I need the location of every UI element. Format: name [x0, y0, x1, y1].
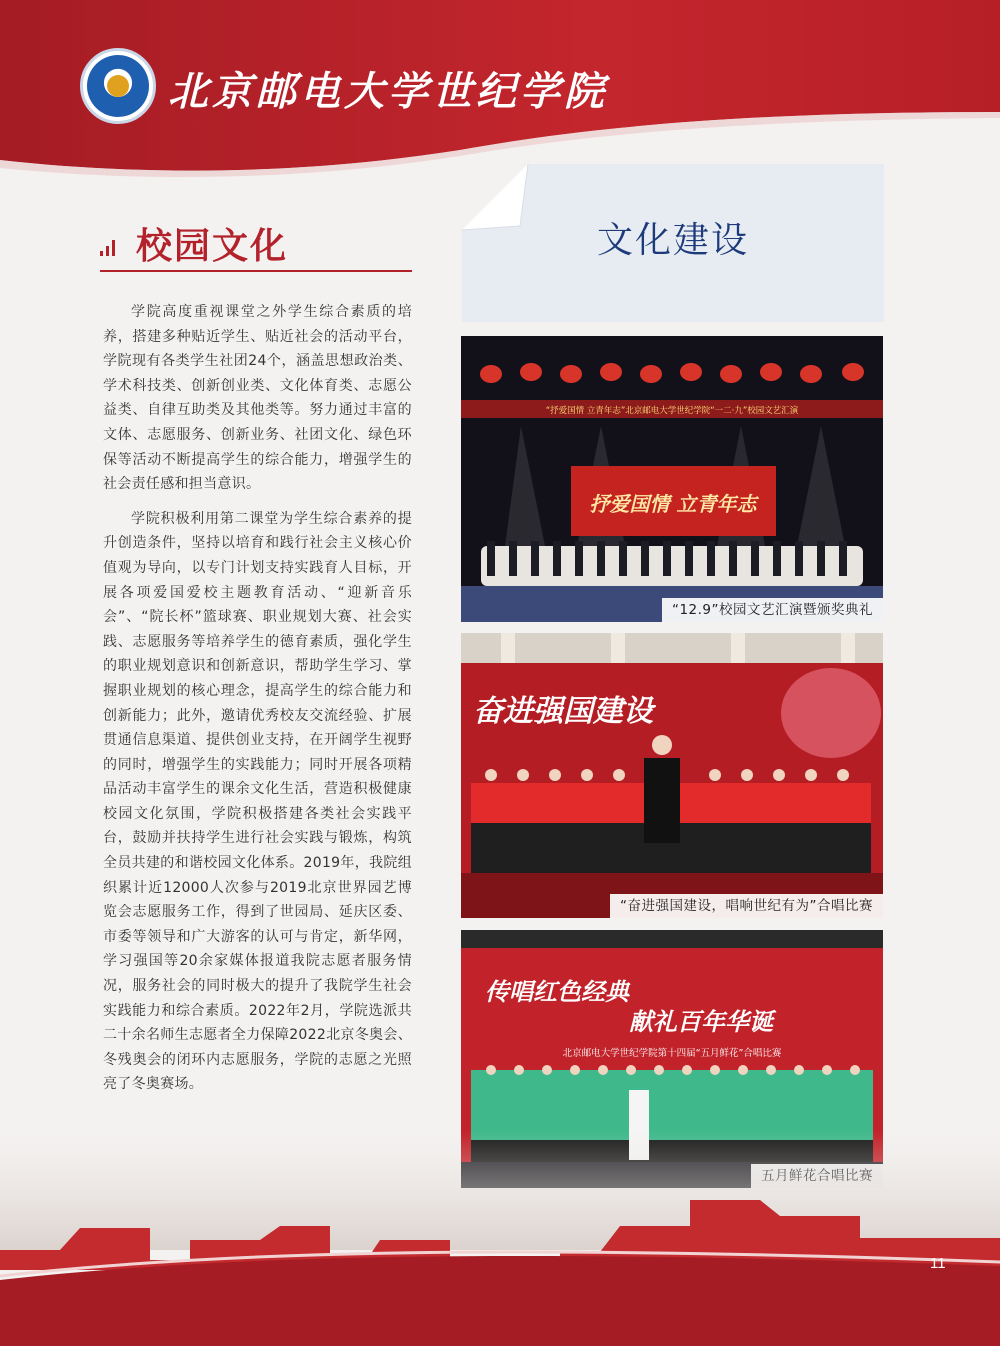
paragraph-2: 学院积极利用第二课堂为学生综合素养的提升创造条件，坚持以培育和践行社会主义核心价值观为导向，以专门计划支持实践育人目标，开展各项爱国爱校主题教育活动、“迎新音乐会”、“院长杯”篮球赛、职业规划大赛、社会实践、志愿服务等培养学生的德育素质，强化学生的职业规划意识和创新意识，帮助学生学习、掌握职业规划的核心理念，提高学生的综合能力和创新能力；此外，邀请优秀校友交流经验、扩展贯通信息渠道、提供创业支持，在开阔学生视野的同时，增强学生的实践能力；同时开展各项精品活动丰富学生的课余文化生活，营造积极健康校园文化氛围，学院积极搭建各类社会实践平台，鼓励并扶持学生进行社会实践与锻炼，构筑全员共建的和谐校园文化体系。2019年，我院组织累计近12000人次参与2019北京世界园艺博览会志愿服务工作，得到了世园局、延庆区委、市委等领导和广大游客的认可与肯定，新华网，学习强国等20余家媒体报道我院志愿者服务情况，服务社会的同时极大的提升了我院学生社会实践能力和综合素质。2022年2月，学院选派共二十余名师生志愿者全力保障2022北京冬奥会、冬残奥会的闭环内志愿服务，学院的志愿之光照亮了冬奥赛场。: [103, 510, 412, 1093]
logo-emblem-icon: [87, 55, 149, 117]
footer-skyline: [0, 1130, 1000, 1346]
heading-card: [462, 164, 884, 322]
gala-screen-text: 抒爱国情 立青年志: [589, 492, 757, 516]
photo-gala: [461, 336, 883, 622]
section-title: 校园文化: [136, 226, 289, 267]
paragraph-1: 学院高度重视课堂之外学生综合素质的培养，搭建多种贴近学生、贴近社会的活动平台，学院现有各类学生社团24个，涵盖思想政治类、学术科技类、创新创业类、文化体育类、志愿公益类、自律互助类及其他类等。努力通过丰富的文体、志愿服务、创新业务、社团文化、绿色环保等活动不断提高学生的综合能力，增强学生的社会责任感和担当意识。: [103, 304, 412, 493]
chorus-stage-image: [461, 633, 883, 918]
section-title-block: [100, 216, 412, 272]
body-text: [103, 300, 412, 1107]
page-number: 11: [930, 1255, 946, 1272]
school-logo: [80, 48, 156, 124]
signal-bars-icon: [100, 240, 120, 256]
mayflower-banner-line3: 北京邮电大学世纪学院第十四届“五月鲜花”合唱比赛: [562, 1048, 782, 1059]
mayflower-banner-line2: 献礼百年华诞: [629, 1007, 773, 1036]
chorus-banner-text: 奋进强国建设: [473, 694, 653, 729]
mayflower-banner-line1: 传唱红色经典: [485, 977, 629, 1006]
photo-chorus: [461, 633, 883, 918]
school-name: 北京邮电大学世纪学院: [168, 68, 608, 115]
photo-gala-caption: “12.9”校园文艺汇演暨颁奖典礼: [662, 598, 883, 622]
culture-heading: 文化建设: [596, 220, 749, 261]
gala-stage-image: [461, 336, 883, 622]
photo-chorus-caption: “奋进强国建设，唱响世纪有为”合唱比赛: [610, 894, 883, 918]
gala-banner-text: “抒爱国情 立青年志”北京邮电大学世纪学院“一二·九”校园文艺汇演: [545, 406, 799, 416]
